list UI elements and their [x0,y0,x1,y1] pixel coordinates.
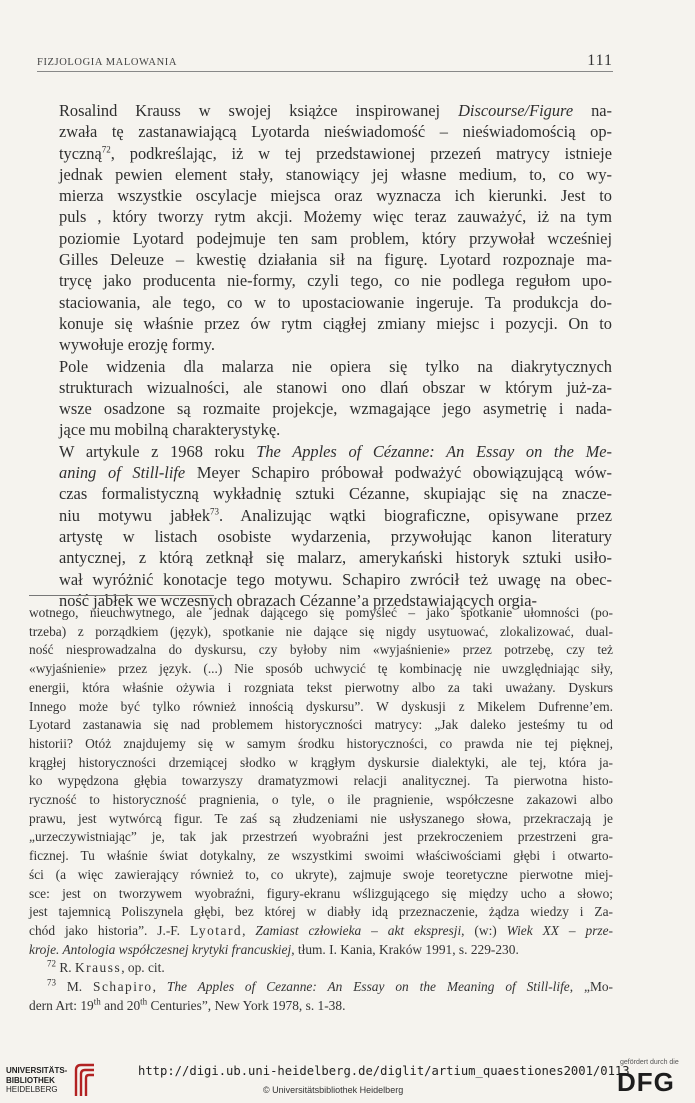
text-line: ści (a więc zawierający również to, co ukryte), zajmuje swoje teoretyczne pierwotne miej- [29,866,613,882]
text-line: $^{72}$ R. Krauss, op. cit. [47,958,165,976]
text-line: ność niesprowadzalna do dyskursu, czy byłoby nim «wyjaśnienie» przez potrzebę, czy też [29,642,613,658]
text-line: dern Art: 19th and 20th Centuries”, New York 1978, s. 1-38. [29,996,346,1013]
text-line: Pole widzenia dla malarza nie opiera się tylko na diakrytycznych [59,356,612,376]
footnote-ref: 73 [210,506,220,517]
text-line: trycę jako producenta nie-formy, czyli tego, co nie podlega regułom upo- [59,271,612,291]
library-line-3: HEIDELBERG [6,1085,58,1094]
italic-text: The Apples of Cezanne: An Essay on the Meaning of Still-life [166,979,570,995]
text-line: chód jako historia”. J.-F. Lyotard, Zamiast człowieka – akt ekspresji, (w:) Wiek XX – prze- [29,922,614,938]
text-line: konuje się właśnie przez ów rytm ciągłej zmiany miejsc i pozycji. On to [59,313,612,333]
footnote-continuation [29,604,613,959]
italic-text: Discourse/Figure [458,101,574,120]
text-line: mierza wszystkie oscylacje miejsca oraz wyznacza ich kierunki. Jest to [59,186,612,206]
text-line: prawu, jest wytwórcą figur. Te zaś są złudzeniami nie usłyszanego słowa, przekraczają je [29,810,613,826]
text-line: wsze osadzone są rozmaite projekcje, wzmagające jego asymetrię i nada- [59,399,612,419]
text-line: aning of Still-life Meyer Schapiro próbował podważyć obowiązującą wów- [59,463,612,483]
text-line: sce: jest on tworzywem wyobraźni, figury-ekranu wślizgującego się między ucho a słowo; [29,885,613,901]
text-line: strukturach wizualności, ale stanowi ono dlań obszar w którym już-za- [59,377,612,397]
text-line: jące mu mobilną charakterystykę. [59,420,281,440]
footnote-ref: th [93,996,101,1007]
text-line: krągłej historyczności drzemiącej słodko w krągłym dyskursie dialektyki, ale tej, która ja- [29,754,613,770]
text-line: artystę w listach osobiste wydarzenia, przywołując kanon literatury [59,526,612,546]
library-line-2: BIBLIOTHEK [6,1075,55,1085]
text-line: niu motywu jabłek$^{73}$. Analizując wątki biograficzne, opisywane przez [59,505,612,525]
text-line: jednak pewien element stały, stanowiący jej własne medium, to, co wy- [59,164,612,184]
text-line: Rosalind Krauss w swojej książce inspirowanej Discourse/Figure na- [59,101,612,120]
paragraph-3 [59,441,612,611]
text-line: historii? Otóż znajdujemy się w samym środku historyczności, co prawda nie tej pięknej, [29,735,613,751]
footnotes [29,604,613,1015]
text-line: tyczną$^{72}$, podkreślając, iż w tej przedstawionej przezeń matrycy istnieje [59,143,612,163]
page-number: 111 [587,52,613,69]
text-line: $^{73}$ M. Schapiro, The Apples of Cezanne: An Essay on the Meaning of Still-life, „Mo- [47,977,613,995]
footnote-72 [29,959,613,978]
footnote-ref: 72 [47,958,56,969]
author-name: Lyotard [189,922,243,938]
italic-text: Wiek XX – prze- [506,922,614,938]
italic-text: aning of Still-life [59,463,186,483]
footnote-73 [29,978,613,1015]
document-url[interactable]: http://digi.ub.uni-heidelberg.de/diglit/artium_quaestiones2001/0113 [138,1064,630,1078]
dfg-logo: DFG [617,1067,675,1097]
footnote-ref: 73 [47,977,56,988]
italic-text: kroje. Antologia współczesnej krytyki francuskiej [29,941,292,957]
text-line: Innego może być tylko również innością dyskursu”. W dyskusji z Mikelem Dufrenne’em. [29,698,613,714]
library-line-1: UNIVERSITÄTS- [6,1066,68,1075]
text-line: ko wypędzona głębia towarzyszy dramatyzmowi relacji analitycznej. Ta pierwotna histo- [29,773,613,789]
text-line: ryczność to historyczność pragnienia, o tyle, o ile pragnienie, współczesne zakazowi albo [29,792,613,808]
text-line: wywołuje erozję formy. [59,335,215,355]
footnote-ref: 72 [101,144,111,155]
text-line: trzeba) z porządkiem (język), spotkanie nie dające się nigdy usytuować, zlokalizować, dual- [29,623,613,639]
funder-caption: gefördert durch die [620,1059,679,1066]
author-name: Schapiro [93,979,153,995]
text-line: zwała tę zastanawiającą Lyotarda nieświadomość – nieświadomością op- [59,122,612,142]
text-line: czas formalistyczną wykładnię sztuki Cézanne, skupiając się na znacze- [59,484,612,504]
text-line: kroje. Antologia współczesnej krytyki francuskiej, tłum. I. Kania, Kraków 1991, s. 229-230. [29,941,519,957]
library-logo-icon [72,1062,98,1098]
header-rule [37,71,613,72]
text-line: energii, która właśnie ożywia i rozgniata tekst pierwotny albo za taki uważany. Dyskurs [29,679,613,695]
text-line: antycznej, z którą zetknął się malarz, amerykański historyk sztuki usiło- [59,548,612,568]
text-line: W artykule z 1968 roku The Apples of Cézanne: An Essay on the Me- [59,441,612,461]
text-line: Gilles Deleuze – kwestię działania sił na figurę. Lyotard rozpoznaje ma- [59,250,612,270]
author-name: Krauss [74,960,122,976]
paragraph-1 [59,100,612,356]
text-line: poziomie Lyotard podejmuje ten sam problem, który przywołał wcześniej [59,228,612,248]
running-title: FIZJOLOGIA MALOWANIA [37,57,178,68]
text-line: wał wyróżnić konotacje tego motywu. Schapiro zwrócił też uwagę na obec- [59,569,612,589]
italic-text: The Apples of Cézanne: An Essay on the Me- [256,441,612,461]
copyright-notice: © Universitätsbibliothek Heidelberg [263,1085,404,1095]
footer-bar [0,1053,695,1103]
text-line: jest tajemnicą Poliszynela głębi, bez której w diabły idą przeznaczenie, żądza wiedzy i Za- [29,904,613,920]
text-line: staciowania, ale tego, co w to upostaciowanie ingeruje. Ta produkcja do- [59,292,612,312]
body-text [59,100,612,611]
italic-text: Zamiast człowieka – akt ekspresji [255,922,462,938]
paragraph-2 [59,356,612,441]
text-line: ność jabłek we wczesnych obrazach Cézanne’a przedstawiających orgia- [59,590,537,610]
text-line: «wyjaśnienie» przez język. (...) Nie sposób uchwycić tę kombinację nie uwzględniając siły, [29,661,613,677]
footnote-rule [29,595,214,596]
text-line: „urzeczywistniając” je, tak jak przestrzeń wyobraźni jest przekroczeniem przestrzeni gra- [29,829,613,845]
text-line: Lyotard zastanawia się nad problemem historyczności matrycy: „Jak daleko jesteśmy tu od [29,717,613,733]
library-name [6,1066,67,1095]
text-line: puls , który tworzy rytm akcji. Możemy więc teraz zauważyć, iż na tym [59,207,612,227]
text-line: ficznej. Tu właśnie świat dotykalny, ze wszystkimi swoimi właściwościami głębi i otwarto- [29,848,613,864]
text-line: wotnego, nieuchwytnego, ale jednak dającego się pomyśleć – jako spotkanie ułomności (po- [29,605,613,620]
footnote-ref: th [140,996,148,1007]
